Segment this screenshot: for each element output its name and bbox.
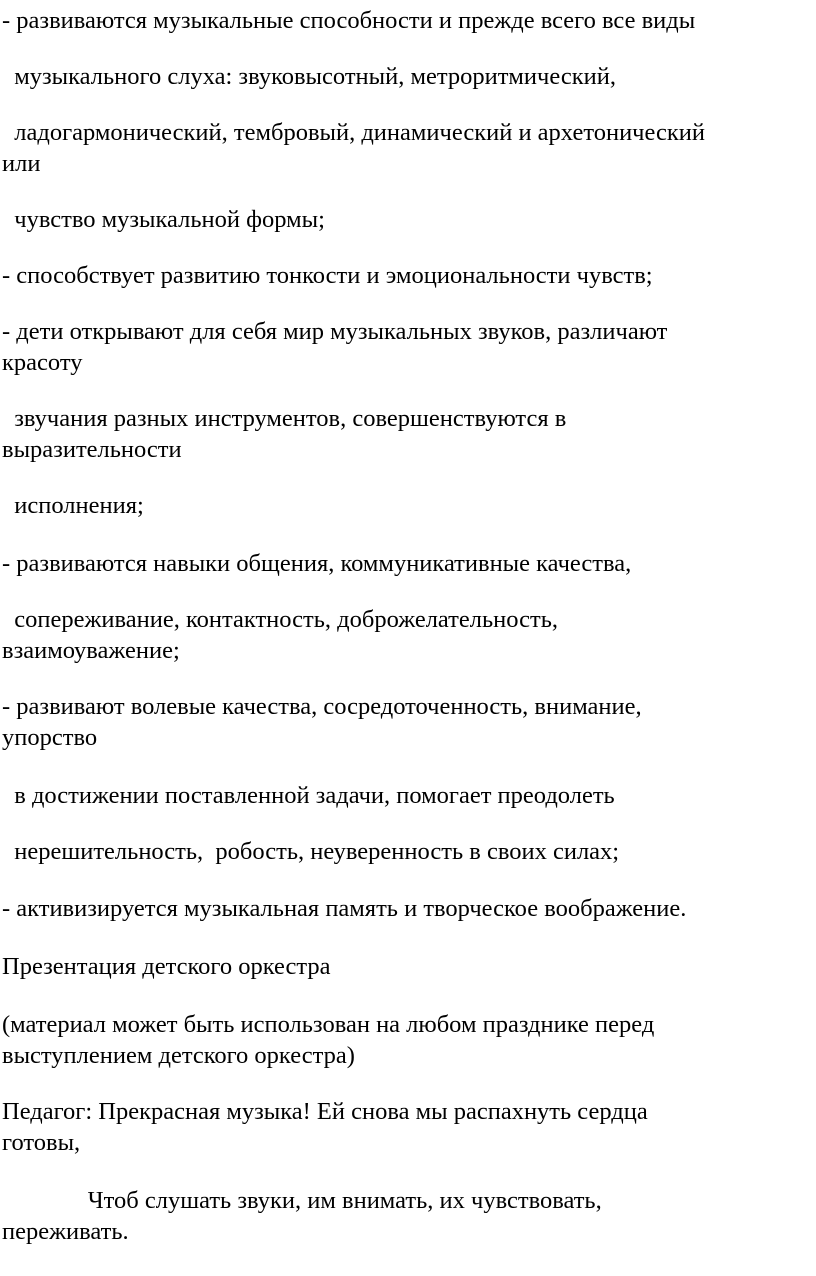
text-line: взаимоуважение; bbox=[2, 637, 180, 664]
text-line: сопереживание, контактность, доброжелательность, bbox=[2, 606, 558, 633]
text-line: звучания разных инструментов, совершенствуются в bbox=[2, 405, 567, 432]
text-line: готовы, bbox=[2, 1129, 81, 1156]
text-line: красоту bbox=[2, 349, 83, 376]
text-line: Чтоб слушать звуки, им внимать, их чувствовать, bbox=[2, 1187, 602, 1214]
text-line: - активизируется музыкальная память и творческое воображение. bbox=[2, 895, 687, 922]
text-line: выступлением детского оркестра) bbox=[2, 1042, 355, 1069]
text-line: выразительности bbox=[2, 436, 182, 463]
text-line: Педагог: Прекрасная музыка! Ей снова мы распахнуть сердца bbox=[2, 1098, 648, 1125]
text-line: переживать. bbox=[2, 1218, 129, 1245]
text-line: - развиваются музыкальные способности и прежде всего все виды bbox=[2, 7, 696, 34]
text-line: (материал может быть использован на любом празднике перед bbox=[2, 1011, 655, 1038]
text-line: - развиваются навыки общения, коммуникативные качества, bbox=[2, 550, 632, 577]
text-line: исполнения; bbox=[2, 492, 144, 519]
text-line: упорство bbox=[2, 724, 98, 751]
text-line: ладогармонический, тембровый, динамический и архетонический bbox=[2, 119, 705, 146]
text-line: чувство музыкальной формы; bbox=[2, 206, 325, 233]
text-line: музыкального слуха: звуковысотный, метроритмический, bbox=[2, 63, 616, 90]
section-heading: Презентация детского оркестра bbox=[2, 953, 331, 980]
text-line: - развивают волевые качества, сосредоточенность, внимание, bbox=[2, 693, 642, 720]
text-line: в достижении поставленной задачи, помогает преодолеть bbox=[2, 782, 615, 809]
text-line: - способствует развитию тонкости и эмоциональности чувств; bbox=[2, 262, 653, 289]
text-line: нерешительность, робость, неуверенность в своих силах; bbox=[2, 838, 620, 865]
text-line: - дети открывают для себя мир музыкальных звуков, различают bbox=[2, 318, 668, 345]
text-line: или bbox=[2, 150, 41, 177]
